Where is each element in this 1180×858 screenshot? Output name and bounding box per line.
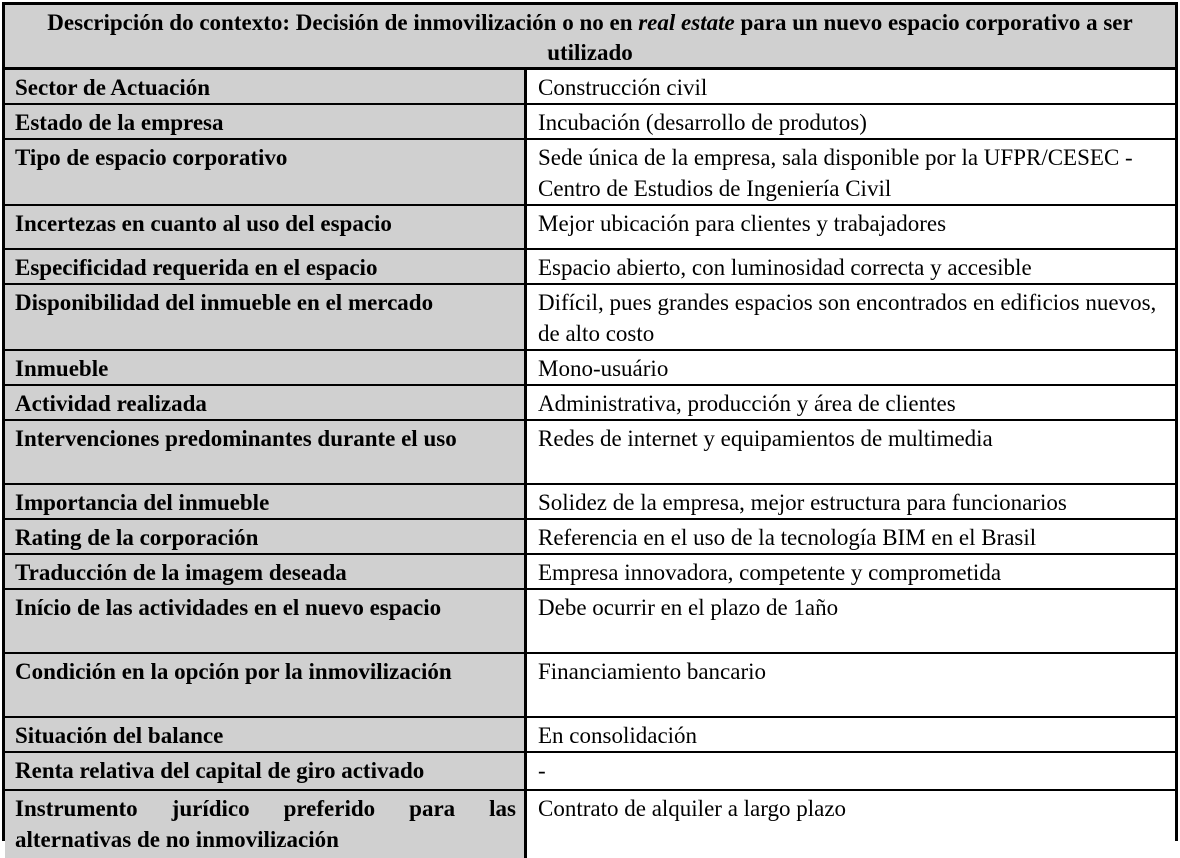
row-key: Instrumento jurídico preferido para las alternativas de no inmovilización (5, 790, 526, 858)
row-value: Incubación (desarrollo de produtos) (526, 104, 1176, 139)
table-row (5, 70, 1175, 104)
table-row (5, 717, 1175, 752)
context-table (5, 70, 1175, 858)
row-value: Empresa innovadora, competente y comprometida (526, 554, 1176, 589)
context-table-frame (2, 2, 1178, 852)
row-key: Importancia del inmueble (5, 484, 526, 519)
row-value: En consolidación (526, 717, 1176, 752)
table-row (5, 249, 1175, 284)
row-value: Difícil, pues grandes espacios son encontrados en edificios nuevos, de alto costo (526, 284, 1176, 350)
title-prefix: Descripción do contexto: Decisión de inmovilización o no en (47, 10, 639, 35)
row-value: Construcción civil (526, 70, 1176, 104)
row-key: Rating de la corporación (5, 519, 526, 554)
table-row (5, 139, 1175, 205)
table-row (5, 589, 1175, 653)
row-value: Financiamiento bancario (526, 653, 1176, 717)
row-key: Tipo de espacio corporativo (5, 139, 526, 205)
table-title (5, 5, 1175, 70)
row-key: Renta relativa del capital de giro activado (5, 752, 526, 790)
table-row (5, 104, 1175, 139)
row-key: Condición en la opción por la inmovilización (5, 653, 526, 717)
row-key: Actividad realizada (5, 385, 526, 420)
row-value: Debe ocurrir en el plazo de 1año (526, 589, 1176, 653)
row-value: Solidez de la empresa, mejor estructura para funcionarios (526, 484, 1176, 519)
title-italic: real estate (638, 10, 735, 35)
row-key: Intervenciones predominantes durante el uso (5, 420, 526, 484)
row-key: Sector de Actuación (5, 70, 526, 104)
row-key: Incertezas en cuanto al uso del espacio (5, 205, 526, 249)
table-row (5, 752, 1175, 790)
row-key: Situación del balance (5, 717, 526, 752)
table-row (5, 554, 1175, 589)
row-value: Redes de internet y equipamientos de multimedia (526, 420, 1176, 484)
row-value: Referencia en el uso de la tecnología BIM en el Brasil (526, 519, 1176, 554)
row-value: - (526, 752, 1176, 790)
row-key: Início de las actividades en el nuevo espacio (5, 589, 526, 653)
row-value: Mono-usuário (526, 350, 1176, 385)
row-key: Estado de la empresa (5, 104, 526, 139)
row-value: Espacio abierto, con luminosidad correcta y accesible (526, 249, 1176, 284)
row-key: Traducción de la imagem deseada (5, 554, 526, 589)
row-value: Mejor ubicación para clientes y trabajadores (526, 205, 1176, 249)
table-row (5, 350, 1175, 385)
row-value: Sede única de la empresa, sala disponible por la UFPR/CESEC - Centro de Estudios de Ingeniería Civil (526, 139, 1176, 205)
table-row (5, 484, 1175, 519)
table-row (5, 653, 1175, 717)
row-value: Administrativa, producción y área de clientes (526, 385, 1176, 420)
table-row (5, 385, 1175, 420)
table-row (5, 790, 1175, 858)
table-row (5, 205, 1175, 249)
table-row (5, 420, 1175, 484)
table-row (5, 519, 1175, 554)
row-key: Especificidad requerida en el espacio (5, 249, 526, 284)
row-key: Disponibilidad del inmueble en el mercado (5, 284, 526, 350)
title-suffix: para un nuevo espacio corporativo a ser utilizado (547, 10, 1133, 65)
table-row (5, 284, 1175, 350)
row-key: Inmueble (5, 350, 526, 385)
row-value: Contrato de alquiler a largo plazo (526, 790, 1176, 858)
